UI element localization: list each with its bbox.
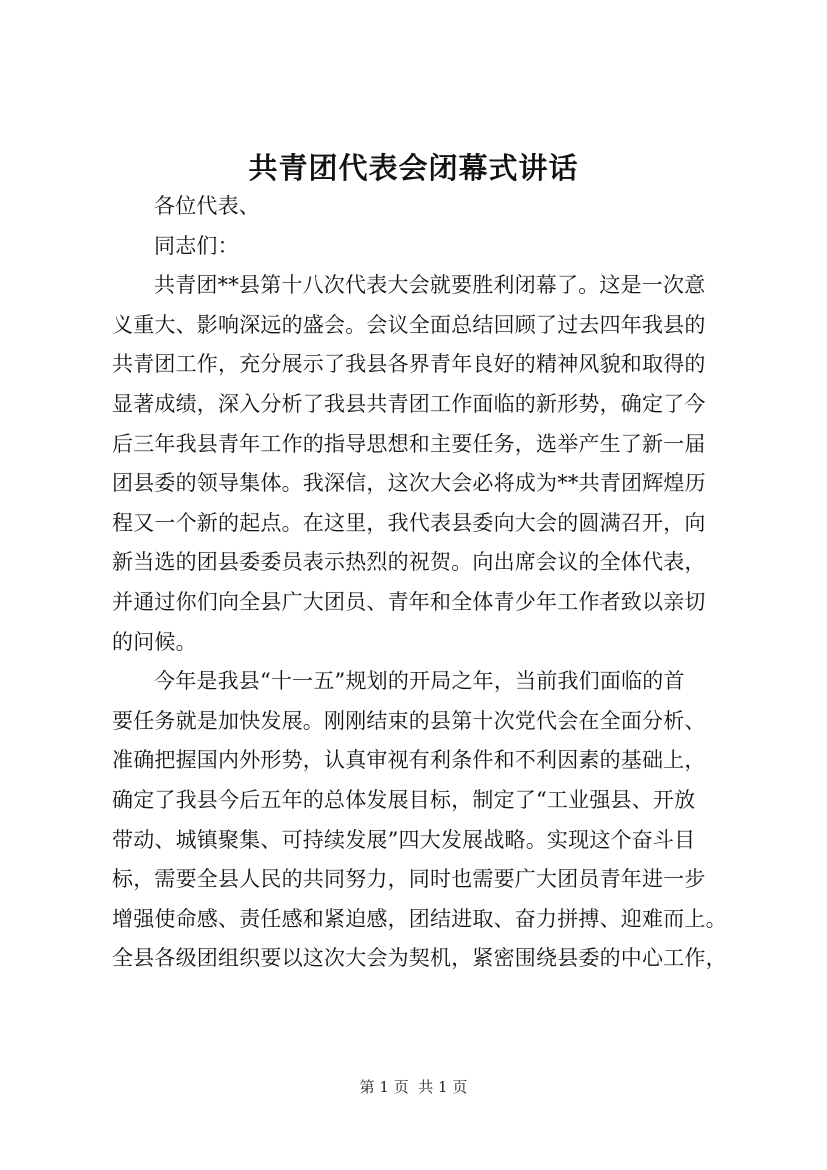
body-line: 增强使命感、责任感和紧迫感，团结进取、奋力拼搏、迎难而上。 bbox=[112, 906, 727, 931]
body-line: 今年是我县“十一五”规划的开局之年，当前我们面临的首 bbox=[154, 669, 685, 694]
body-line: 带动、城镇聚集、可持续发展”四大发展战略。实现这个奋斗目 bbox=[112, 827, 696, 852]
body-line: 各位代表、 bbox=[154, 194, 260, 218]
body-line: 全县各级团组织要以这次大会为契机，紧密围绕县委的中心工作， bbox=[112, 946, 727, 971]
page-number-label: 第 1 页 共 1 页 bbox=[359, 1078, 468, 1096]
page-footer bbox=[0, 1076, 827, 1098]
body-line: 团县委的领导集体。我深信，这次大会必将成为**共青团辉煌历 bbox=[112, 471, 706, 496]
body-line: 后三年我县青年工作的指导思想和主要任务，选举产生了新一届 bbox=[112, 431, 706, 456]
document-title: 共青团代表会闭幕式讲话 bbox=[248, 151, 579, 185]
body-line: 程又一个新的起点。在这里，我代表县委向大会的圆满召开，向 bbox=[112, 510, 706, 535]
body-line: 共青团工作，充分展示了我县各界青年良好的精神风貌和取得的 bbox=[112, 352, 706, 377]
body-line: 确定了我县今后五年的总体发展目标，制定了“工业强县、开放 bbox=[112, 787, 696, 812]
body-line: 同志们： bbox=[154, 233, 239, 258]
body-line: 的问候。 bbox=[112, 629, 197, 654]
body-line: 共青团**县第十八次代表大会就要胜利闭幕了。这是一次意 bbox=[154, 273, 706, 298]
body-line: 标，需要全县人民的共同努力，同时也需要广大团员青年进一步 bbox=[112, 867, 706, 892]
body-line: 并通过你们向全县广大团员、青年和全体青少年工作者致以亲切 bbox=[112, 589, 706, 614]
body-line: 新当选的团县委委员表示热烈的祝贺。向出席会议的全体代表， bbox=[112, 550, 706, 575]
document-body bbox=[112, 187, 738, 979]
body-line: 义重大、影响深远的盛会。会议全面总结回顾了过去四年我县的 bbox=[112, 312, 706, 337]
body-line: 要任务就是加快发展。刚刚结束的县第十次党代会在全面分析、 bbox=[112, 708, 706, 733]
body-line: 显著成绩，深入分析了我县共青团工作面临的新形势，确定了今 bbox=[112, 391, 706, 416]
body-line: 准确把握国内外形势，认真审视有利条件和不利因素的基础上， bbox=[112, 748, 706, 773]
